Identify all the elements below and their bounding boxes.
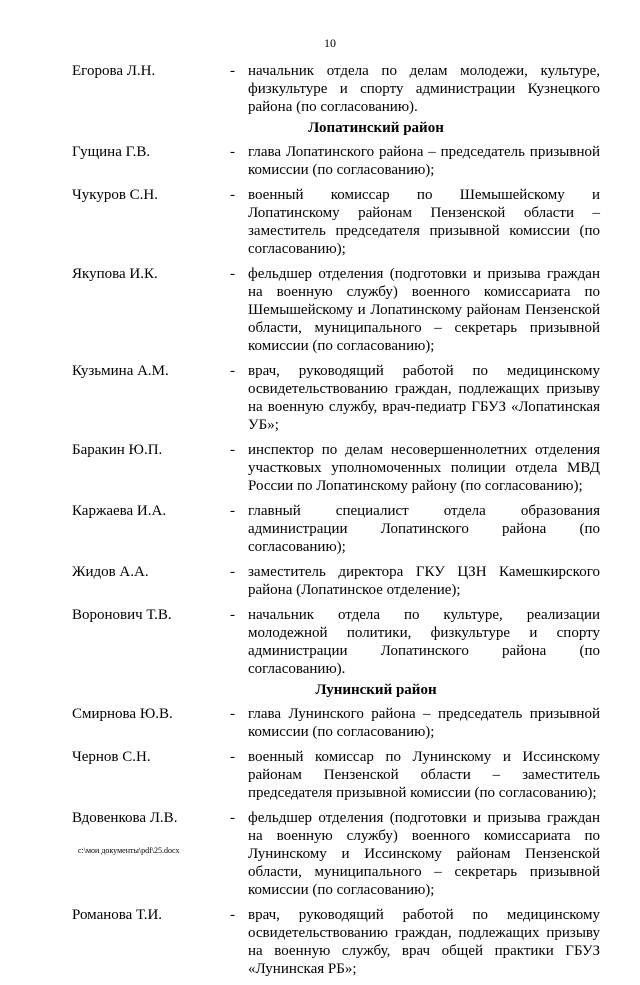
footer-file-path: c:\мои документы\pdf\25.docx: [78, 846, 180, 855]
dash-separator: -: [230, 503, 235, 519]
dash-separator: -: [230, 63, 235, 79]
member-name: Якупова И.К.: [72, 266, 158, 282]
dash-separator: -: [230, 266, 235, 282]
member-entry: [72, 906, 600, 978]
member-role: военный комиссар по Лунинскому и Иссинскому районам Пензенской области – заместитель председателя призывной комиссии (по согласованию);: [248, 749, 600, 801]
member-entry: [72, 606, 600, 678]
member-entry: [72, 143, 600, 179]
district-heading-lopatinsky: Лопатинский район: [308, 120, 444, 136]
dash-separator: -: [230, 442, 235, 458]
dash-separator: -: [230, 706, 235, 722]
member-role: военный комиссар по Шемышейскому и Лопатинскому районам Пензенской области – заместитель председателя призывной комиссии (по согласованию);: [248, 187, 600, 257]
member-role: глава Лопатинского района – председатель призывной комиссии (по согласованию);: [248, 144, 600, 178]
member-entry: [72, 62, 600, 116]
member-entry: [72, 502, 600, 556]
member-role: начальник отдела по делам молодежи, культуре, физкультуре и спорту администрации Кузнецкого района (по согласованию).: [248, 63, 600, 115]
member-entry: [72, 362, 600, 434]
member-role: главный специалист отдела образования администрации Лопатинского района (по согласованию);: [248, 503, 600, 555]
member-name: Вдовенкова Л.В.: [72, 810, 178, 826]
dash-separator: -: [230, 749, 235, 765]
member-name: Чернов С.Н.: [72, 749, 151, 765]
member-name: Егорова Л.Н.: [72, 63, 156, 79]
page-number: 10: [324, 36, 336, 50]
member-role: начальник отдела по культуре, реализации молодежной политики, физкультуре и спорту администрации Лопатинского района (по согласованию).: [248, 607, 600, 677]
member-name: Романова Т.И.: [72, 907, 163, 923]
member-name: Жидов А.А.: [72, 564, 149, 580]
member-role: инспектор по делам несовершеннолетних отделения участковых уполномоченных полиции отдела МВД России по Лопатинскому району (по согласованию);: [248, 442, 600, 494]
member-role: глава Лунинского района – председатель призывной комиссии (по согласованию);: [248, 706, 600, 740]
member-entry: [72, 705, 600, 741]
entry-group-lopatinsky: [72, 143, 600, 678]
dash-separator: -: [230, 363, 235, 379]
member-entry: [72, 563, 600, 599]
member-name: Чукуров С.Н.: [72, 187, 158, 203]
member-role: заместитель директора ГКУ ЦЗН Камешкирского района (Лопатинское отделение);: [248, 564, 600, 598]
dash-separator: -: [230, 564, 235, 580]
entry-group-top: [72, 62, 600, 116]
dash-separator: -: [230, 607, 235, 623]
member-name: Баракин Ю.П.: [72, 442, 163, 458]
member-role: фельдшер отделения (подготовки и призыва граждан на военную службу) военного комиссариата по Лунинскому и Иссинскому районам Пензенской области, муниципального – секретарь призывной комиссии (по согласованию);: [248, 810, 600, 898]
dash-separator: -: [230, 187, 235, 203]
member-role: врач, руководящий работой по медицинскому освидетельствованию граждан, подлежащих призыву на военную службу, врач общей практики ГБУЗ «Лунинская РБ»;: [248, 907, 600, 977]
member-role: фельдшер отделения (подготовки и призыва граждан на военную службу) военного комиссариата по Шемышейскому и Лопатинскому районам Пензенской области, муниципального – секретарь призывной комиссии (по согласованию);: [248, 266, 600, 354]
member-name: Гущина Г.В.: [72, 144, 151, 160]
entry-group-luninsky: [72, 705, 600, 978]
member-name: Кузьмина А.М.: [72, 363, 169, 379]
member-name: Воронович Т.В.: [72, 607, 172, 623]
member-name: Смирнова Ю.В.: [72, 706, 173, 722]
member-name: Каржаева И.А.: [72, 503, 167, 519]
district-heading-luninsky: Лунинский район: [315, 682, 437, 698]
member-entry: [72, 265, 600, 355]
dash-separator: -: [230, 144, 235, 160]
member-role: врач, руководящий работой по медицинскому освидетельствованию граждан, подлежащих призыву на военную службу, врач-педиатр ГБУЗ «Лопатинская УБ»;: [248, 363, 600, 433]
dash-separator: -: [230, 907, 235, 923]
member-entry: [72, 748, 600, 802]
member-entry: [72, 441, 600, 495]
member-entry: [72, 186, 600, 258]
dash-separator: -: [230, 810, 235, 826]
